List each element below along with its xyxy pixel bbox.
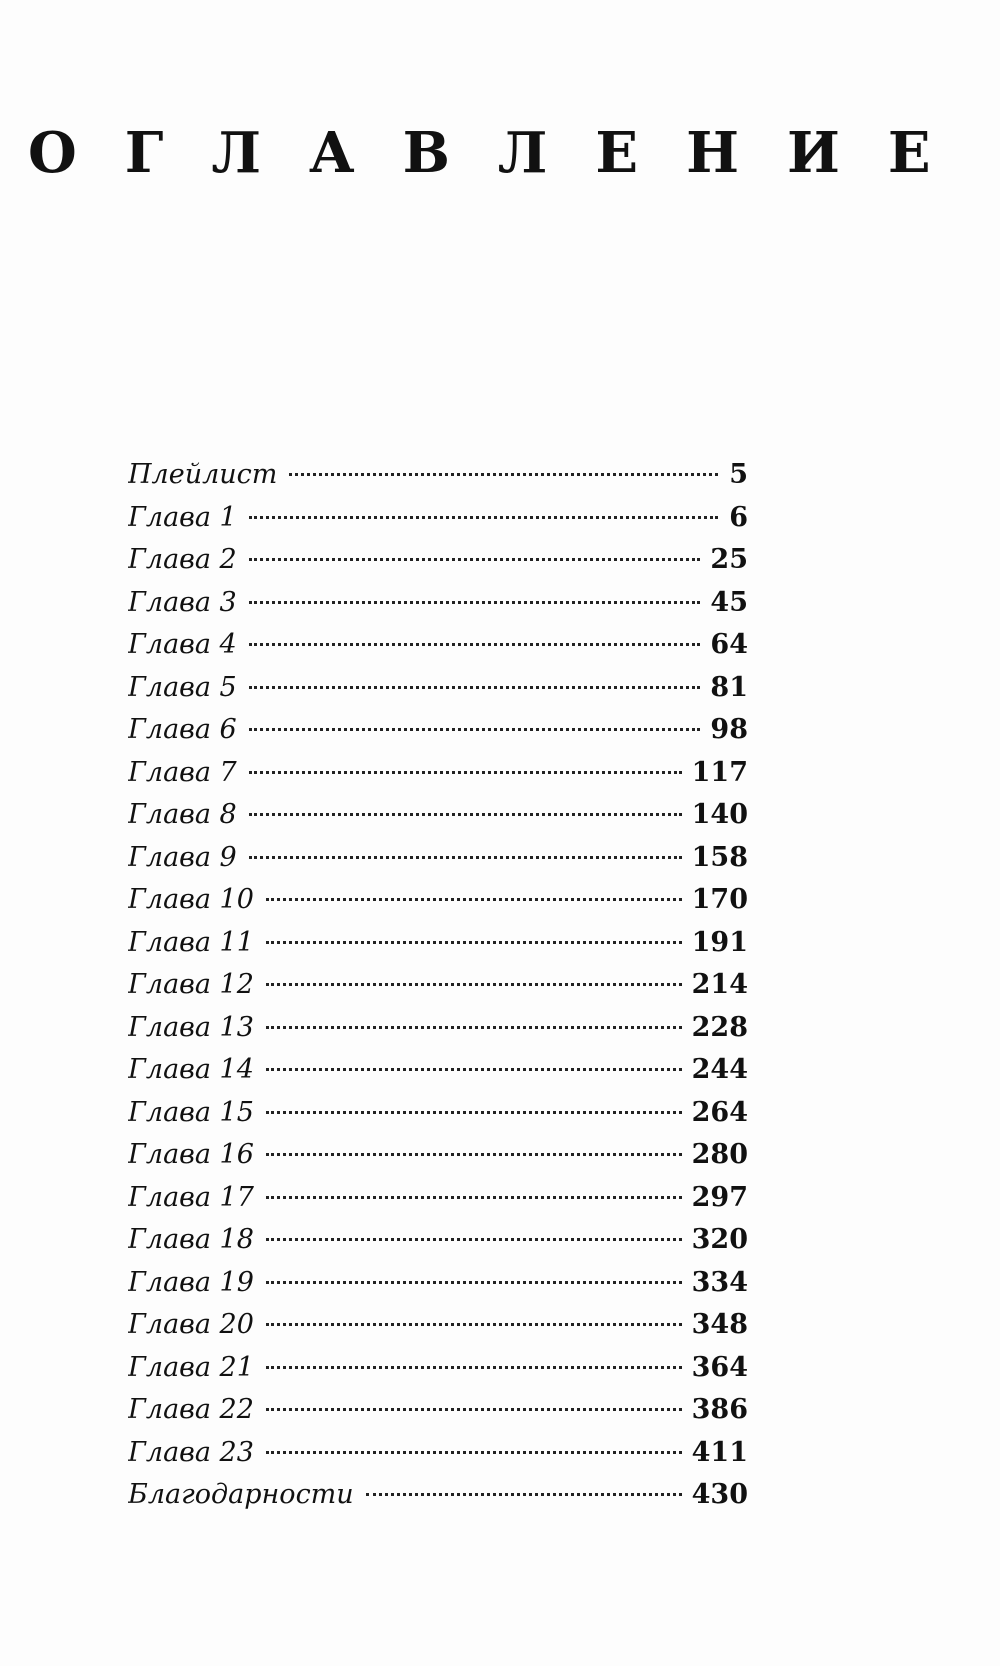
toc-entry-label: Глава 21 bbox=[128, 1351, 254, 1383]
dot-leader bbox=[266, 1153, 682, 1156]
toc-entry bbox=[128, 497, 748, 540]
toc-entry-label: Глава 22 bbox=[128, 1394, 254, 1425]
toc-entry-page-number: 25 bbox=[710, 544, 748, 575]
dot-leader bbox=[249, 771, 682, 774]
toc-entry bbox=[128, 539, 748, 582]
toc-entry bbox=[128, 837, 748, 880]
dot-leader bbox=[249, 558, 701, 561]
toc-entry-label: Глава 18 bbox=[128, 1224, 254, 1255]
toc-entry-page-number: 280 bbox=[691, 1139, 748, 1170]
page-title: ОГЛАВЛЕНИЕ bbox=[28, 120, 979, 186]
dot-leader bbox=[249, 728, 701, 731]
toc-entry bbox=[128, 582, 748, 625]
toc-entry bbox=[128, 1432, 748, 1475]
toc-entry-label: Глава 9 bbox=[128, 841, 237, 873]
toc-entry-label: Глава 17 bbox=[128, 1181, 254, 1213]
toc-entry bbox=[128, 794, 748, 837]
dot-leader bbox=[249, 516, 718, 519]
dot-leader bbox=[266, 1026, 682, 1029]
dot-leader bbox=[266, 1068, 682, 1071]
toc-entry-label: Глава 5 bbox=[128, 671, 237, 703]
toc-entry-label: Глава 1 bbox=[128, 501, 237, 533]
toc-entry-page-number: 98 bbox=[710, 714, 748, 745]
dot-leader bbox=[266, 1281, 682, 1284]
dot-leader bbox=[266, 1196, 682, 1199]
toc-entry-label: Глава 10 bbox=[128, 884, 254, 915]
toc-entry bbox=[128, 1262, 748, 1305]
toc-entry bbox=[128, 1389, 748, 1432]
toc-entry bbox=[128, 879, 748, 922]
toc-entry bbox=[128, 922, 748, 965]
toc-entry bbox=[128, 1219, 748, 1262]
toc-entry-page-number: 170 bbox=[691, 884, 748, 915]
toc-entry-page-number: 320 bbox=[691, 1224, 748, 1255]
toc-entry-page-number: 264 bbox=[691, 1096, 748, 1128]
toc-entry-page-number: 45 bbox=[710, 586, 748, 618]
toc-entry-page-number: 244 bbox=[691, 1054, 748, 1085]
toc-entry-page-number: 228 bbox=[691, 1011, 748, 1043]
toc-entry-label: Глава 3 bbox=[128, 586, 237, 618]
toc-entry-label: Плейлист bbox=[128, 459, 278, 490]
toc-entry bbox=[128, 624, 748, 667]
toc-entry bbox=[128, 964, 748, 1007]
dot-leader bbox=[266, 1366, 682, 1369]
dot-leader bbox=[249, 643, 701, 646]
toc-entry-page-number: 334 bbox=[691, 1266, 748, 1298]
table-of-contents bbox=[128, 454, 748, 1517]
toc-entry bbox=[128, 454, 748, 497]
toc-entry-page-number: 140 bbox=[691, 799, 748, 830]
dot-leader bbox=[289, 473, 718, 476]
toc-entry-label: Глава 7 bbox=[128, 756, 237, 788]
toc-entry bbox=[128, 1177, 748, 1220]
toc-entry bbox=[128, 1092, 748, 1135]
toc-entry-page-number: 430 bbox=[691, 1479, 748, 1510]
toc-entry-page-number: 297 bbox=[691, 1181, 748, 1213]
toc-entry-page-number: 64 bbox=[710, 629, 748, 660]
toc-entry-page-number: 117 bbox=[691, 756, 748, 788]
toc-entry bbox=[128, 752, 748, 795]
toc-entry bbox=[128, 667, 748, 710]
toc-entry-page-number: 81 bbox=[710, 671, 748, 703]
toc-entry bbox=[128, 1134, 748, 1177]
dot-leader bbox=[249, 813, 682, 816]
toc-entry-page-number: 214 bbox=[691, 969, 748, 1000]
toc-entry bbox=[128, 709, 748, 752]
toc-entry bbox=[128, 1304, 748, 1347]
toc-entry-label: Глава 4 bbox=[128, 629, 237, 660]
dot-leader bbox=[266, 898, 682, 901]
toc-entry-label: Благодарности bbox=[128, 1479, 354, 1510]
dot-leader bbox=[249, 601, 701, 604]
toc-entry bbox=[128, 1049, 748, 1092]
toc-entry bbox=[128, 1474, 748, 1517]
toc-entry bbox=[128, 1347, 748, 1390]
toc-entry-label: Глава 12 bbox=[128, 969, 254, 1000]
dot-leader bbox=[266, 941, 682, 944]
dot-leader bbox=[266, 1323, 682, 1326]
toc-entry bbox=[128, 1007, 748, 1050]
toc-entry-label: Глава 15 bbox=[128, 1096, 254, 1128]
toc-entry-label: Глава 6 bbox=[128, 714, 237, 745]
toc-entry-label: Глава 14 bbox=[128, 1054, 254, 1085]
toc-entry-label: Глава 11 bbox=[128, 926, 254, 958]
toc-entry-page-number: 364 bbox=[691, 1351, 748, 1383]
dot-leader bbox=[249, 686, 701, 689]
toc-entry-label: Глава 23 bbox=[128, 1436, 254, 1468]
dot-leader bbox=[266, 1111, 682, 1114]
dot-leader bbox=[266, 1238, 682, 1241]
toc-entry-page-number: 6 bbox=[729, 501, 748, 533]
toc-entry-label: Глава 20 bbox=[128, 1309, 254, 1340]
toc-entry-page-number: 348 bbox=[691, 1309, 748, 1340]
toc-entry-page-number: 386 bbox=[691, 1394, 748, 1425]
toc-entry-page-number: 158 bbox=[691, 841, 748, 873]
toc-entry-label: Глава 16 bbox=[128, 1139, 254, 1170]
dot-leader bbox=[266, 1408, 682, 1411]
toc-entry-page-number: 411 bbox=[691, 1436, 748, 1468]
dot-leader bbox=[249, 856, 682, 859]
toc-entry-page-number: 191 bbox=[691, 926, 748, 958]
dot-leader bbox=[266, 983, 682, 986]
dot-leader bbox=[366, 1493, 682, 1496]
toc-entry-label: Глава 8 bbox=[128, 799, 237, 830]
toc-entry-page-number: 5 bbox=[729, 459, 748, 490]
toc-entry-label: Глава 19 bbox=[128, 1266, 254, 1298]
toc-entry-label: Глава 13 bbox=[128, 1011, 254, 1043]
dot-leader bbox=[266, 1451, 682, 1454]
toc-entry-label: Глава 2 bbox=[128, 544, 237, 575]
